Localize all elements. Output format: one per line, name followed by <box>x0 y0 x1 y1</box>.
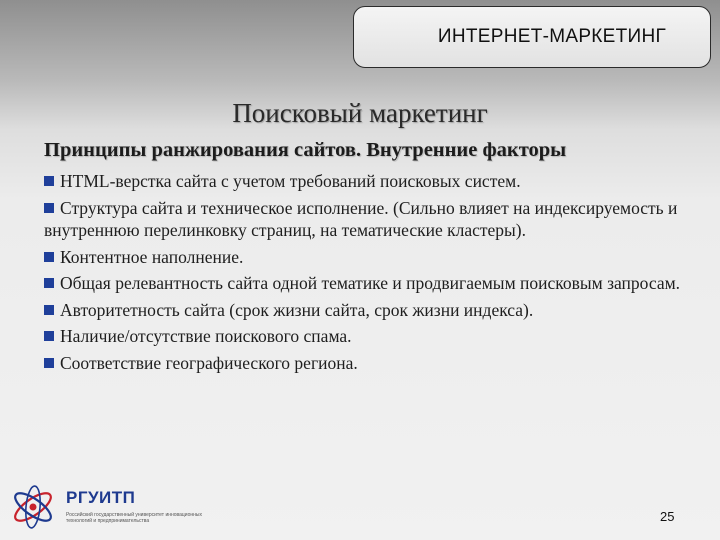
list-item-text: Наличие/отсутствие поискового спама. <box>60 326 352 346</box>
list-item <box>44 246 684 269</box>
list-item <box>44 352 684 375</box>
bullet-list <box>44 170 684 378</box>
list-item <box>44 197 684 242</box>
list-item-text: Соответствие географического региона. <box>60 352 358 373</box>
bullet-square-icon <box>44 252 54 262</box>
list-item-text: HTML-верстка сайта с учетом требований поисковых систем. <box>60 171 521 191</box>
page-number: 25 <box>660 509 675 524</box>
bullet-square-icon <box>44 305 54 315</box>
logo-name: РГУИТП <box>66 488 136 507</box>
list-item <box>44 299 684 322</box>
bullet-square-icon <box>44 176 54 186</box>
bullet-square-icon <box>44 203 54 213</box>
list-item <box>44 272 684 295</box>
list-item-text: Контентное наполнение. <box>60 246 244 267</box>
logo-subtitle: Российский государственный университет инновационных технологий и предпринимательства <box>66 512 202 524</box>
bullet-square-icon <box>44 331 54 341</box>
list-item-text: Общая релевантность сайта одной тематике и продвигаемым поисковым запросам. <box>60 273 681 293</box>
bullet-square-icon <box>44 278 54 288</box>
header-box <box>353 6 711 68</box>
bullet-square-icon <box>44 358 54 368</box>
list-item <box>44 325 684 348</box>
header-title: ИНТЕРНЕТ-МАРКЕТИНГ <box>437 26 667 47</box>
list-item-text: Структура сайта и техническое исполнение. (Сильно влияет на индексируемость и внутреннюю перелинковку страниц, на тематические кластеры). <box>44 197 678 240</box>
list-item-text: Авторитетность сайта (срок жизни сайта, срок жизни индекса). <box>60 299 534 320</box>
slide-title: Поисковый маркетинг <box>232 98 488 128</box>
university-logo <box>8 480 228 535</box>
list-item <box>44 170 684 193</box>
atom-logo-icon <box>8 480 58 532</box>
slide-subtitle: Принципы ранжирования сайтов. Внутренние факторы <box>44 139 567 161</box>
